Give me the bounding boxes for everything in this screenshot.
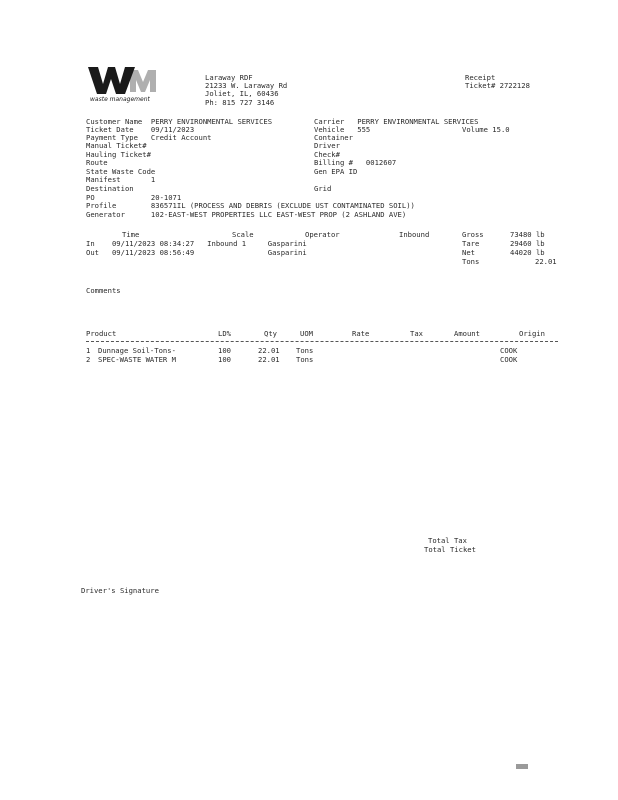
product-row-2-uom: Tons bbox=[296, 355, 314, 364]
product-row-1-name: Dunnage Soil-Tons- bbox=[98, 346, 176, 355]
product-header-qty: Qty bbox=[264, 329, 277, 338]
volume: Volume 15.0 bbox=[462, 125, 510, 134]
ticket-number: Ticket# 2722128 bbox=[465, 81, 530, 90]
gross-label: Gross bbox=[462, 230, 484, 239]
manifest: Manifest 1 bbox=[86, 175, 156, 184]
product-row-2-num: 2 bbox=[86, 355, 91, 364]
tons-label: Tons bbox=[462, 257, 480, 266]
product-row-1-num: 1 bbox=[86, 346, 91, 355]
weight-header-operator: Operator bbox=[305, 230, 340, 239]
driver-signature-label: Driver's Signature bbox=[81, 586, 159, 595]
product-row-1-origin: COOK bbox=[500, 346, 518, 355]
tons-value: 22.01 bbox=[535, 257, 557, 266]
product-row-1-qty: 22.01 bbox=[258, 346, 280, 355]
product-header-ld: LD% bbox=[218, 329, 231, 338]
billing-number: Billing # 0012607 bbox=[314, 158, 397, 167]
product-header-uom: UOM bbox=[300, 329, 313, 338]
product-row-2-origin: COOK bbox=[500, 355, 518, 364]
weight-header-scale: Scale bbox=[232, 230, 254, 239]
comments-label: Comments bbox=[86, 286, 121, 295]
product-header-rate: Rate bbox=[352, 329, 370, 338]
logo-tagline: waste management bbox=[90, 96, 150, 103]
product-header-amount: Amount bbox=[454, 329, 480, 338]
driver: Driver bbox=[314, 141, 340, 150]
company-street: 21233 W. Laraway Rd bbox=[205, 81, 288, 90]
net-value: 44020 lb bbox=[510, 248, 545, 257]
product-header-product: Product bbox=[86, 329, 117, 338]
hauling-ticket: Hauling Ticket# bbox=[86, 150, 151, 159]
tare-label: Tare bbox=[462, 239, 480, 248]
manual-ticket: Manual Ticket# bbox=[86, 141, 147, 150]
vehicle: Vehicle 555 bbox=[314, 125, 371, 134]
ticket-date: Ticket Date 09/11/2023 bbox=[86, 125, 195, 134]
company-logo bbox=[86, 64, 172, 104]
product-row-2-name: SPEC-WASTE WATER M bbox=[98, 355, 176, 364]
carrier: Carrier PERRY ENVIRONMENTAL SERVICES bbox=[314, 117, 479, 126]
gross-value: 73480 lb bbox=[510, 230, 545, 239]
scan-mark bbox=[516, 764, 528, 769]
products-divider bbox=[86, 341, 558, 342]
total-ticket-label: Total Ticket bbox=[424, 545, 476, 554]
grid: Grid bbox=[314, 184, 332, 193]
po-number: PO 20-1071 bbox=[86, 193, 182, 202]
profile: Profile 836571IL (PROCESS AND DEBRIS (EXCLUDE UST CONTAMINATED SOIL)) bbox=[86, 201, 415, 210]
product-header-tax: Tax bbox=[410, 329, 423, 338]
weight-out-row: Out 09/11/2023 08:56:49 Gasparini bbox=[86, 248, 307, 257]
payment-type: Payment Type Credit Account bbox=[86, 133, 212, 142]
total-tax-label: Total Tax bbox=[428, 536, 467, 545]
company-phone: Ph: 815 727 3146 bbox=[205, 98, 275, 107]
destination: Destination bbox=[86, 184, 134, 193]
weight-header-time: Time bbox=[122, 230, 140, 239]
gen-epa-id: Gen EPA ID bbox=[314, 167, 358, 176]
product-row-2-qty: 22.01 bbox=[258, 355, 280, 364]
company-city: Joliet, IL, 60436 bbox=[205, 89, 279, 98]
tare-value: 29460 lb bbox=[510, 239, 545, 248]
route: Route bbox=[86, 158, 108, 167]
product-row-1-uom: Tons bbox=[296, 346, 314, 355]
receipt-label: Receipt bbox=[465, 73, 496, 82]
generator: Generator 102-EAST-WEST PROPERTIES LLC EAST-WEST PROP (2 ASHLAND AVE) bbox=[86, 210, 407, 219]
product-header-origin: Origin bbox=[519, 329, 545, 338]
company-name: Laraway RDF bbox=[205, 73, 253, 82]
customer-name: Customer Name PERRY ENVIRONMENTAL SERVICES bbox=[86, 117, 273, 126]
product-row-1-ld: 100 bbox=[218, 346, 231, 355]
weight-in-row: In 09/11/2023 08:34:27 Inbound 1 Gasparini bbox=[86, 239, 307, 248]
check-number: Check# bbox=[314, 150, 340, 159]
product-row-2-ld: 100 bbox=[218, 355, 231, 364]
state-waste-code: State Waste Code bbox=[86, 167, 156, 176]
weight-header-inbound: Inbound bbox=[399, 230, 430, 239]
container: Container bbox=[314, 133, 353, 142]
net-label: Net bbox=[462, 248, 475, 257]
